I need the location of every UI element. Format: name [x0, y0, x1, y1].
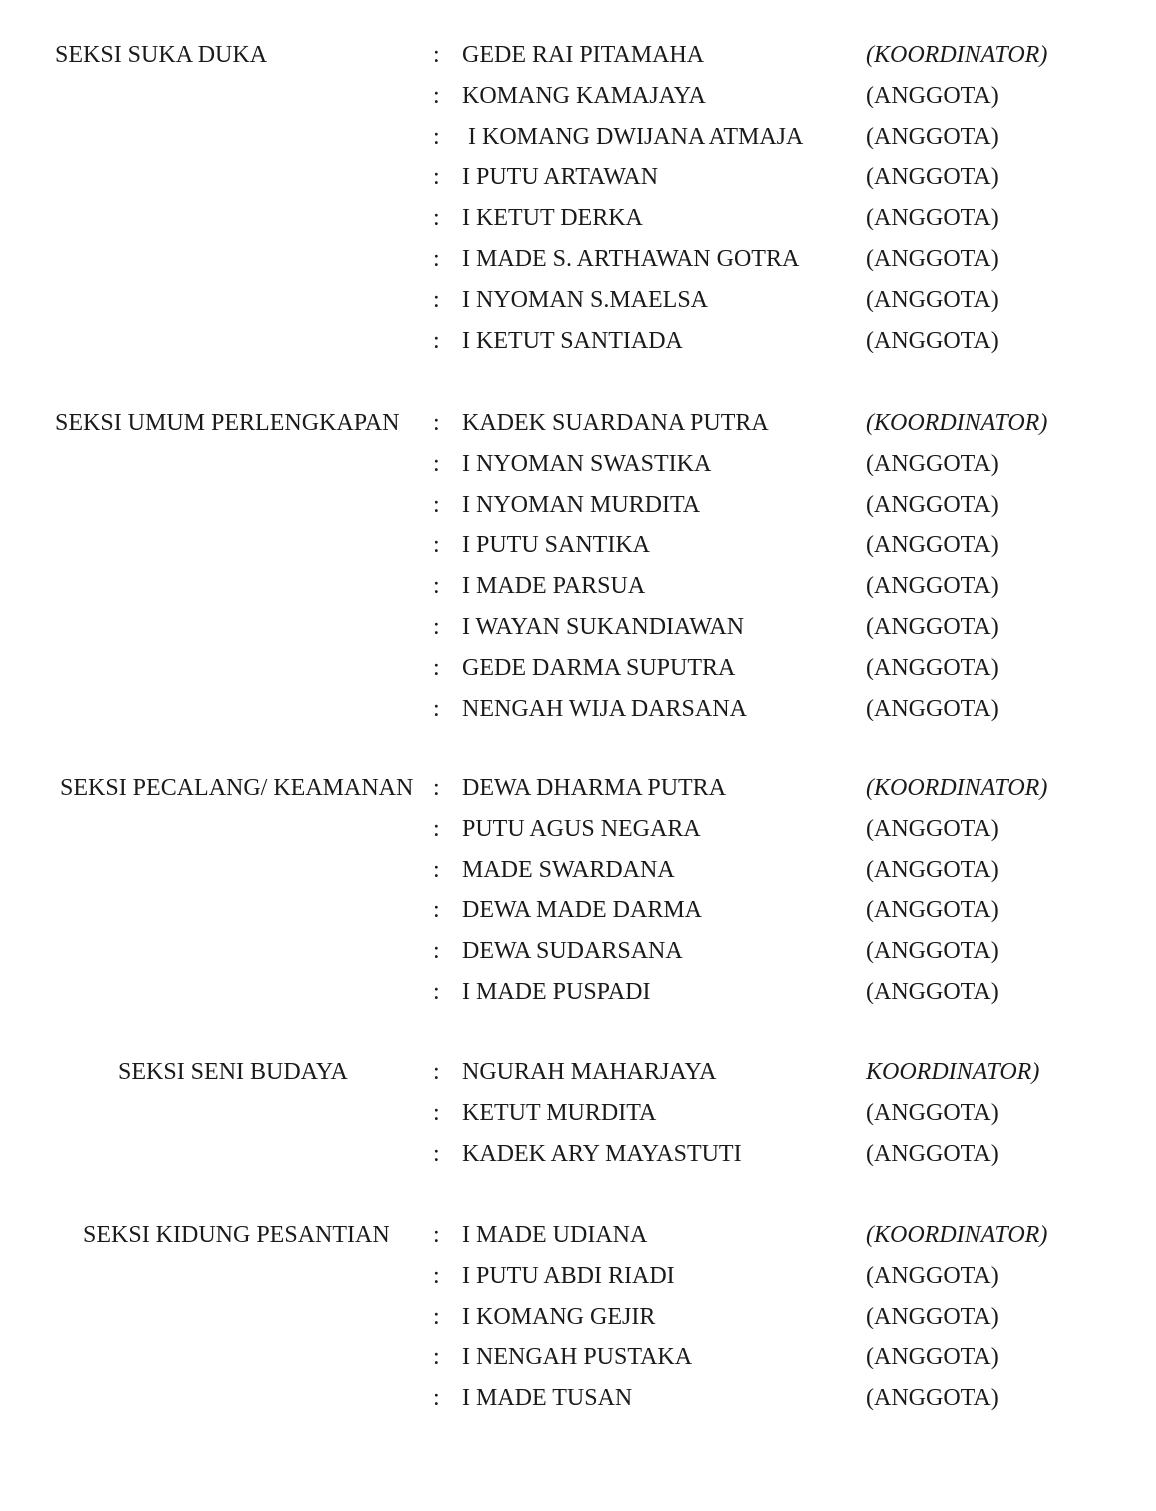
member-name: PUTU AGUS NEGARA [462, 816, 701, 842]
member-row [0, 654, 1156, 682]
separator-colon: : [433, 205, 440, 231]
member-row [0, 286, 1156, 314]
member-name: I NYOMAN MURDITA [462, 492, 701, 518]
member-row [0, 82, 1156, 110]
separator-colon: : [433, 42, 440, 68]
member-name: KOMANG KAMAJAYA [462, 83, 706, 109]
separator-colon: : [433, 1385, 440, 1411]
member-role: (ANGGOTA) [866, 1263, 999, 1289]
member-name: DEWA SUDARSANA [462, 938, 683, 964]
member-role: (ANGGOTA) [866, 938, 999, 964]
member-row [0, 1262, 1156, 1290]
separator-colon: : [433, 1344, 440, 1370]
member-role: (ANGGOTA) [866, 83, 999, 109]
member-role: (ANGGOTA) [866, 451, 999, 477]
member-role: (KOORDINATOR) [866, 1222, 1048, 1248]
separator-colon: : [433, 410, 440, 436]
member-name: I NYOMAN S.MAELSA [462, 287, 709, 313]
separator-colon: : [433, 83, 440, 109]
separator-colon: : [433, 246, 440, 272]
member-row [0, 450, 1156, 478]
member-role: (ANGGOTA) [866, 1344, 999, 1370]
separator-colon: : [433, 451, 440, 477]
member-name: I PUTU SANTIKA [462, 532, 650, 558]
member-row [0, 695, 1156, 723]
member-row [0, 531, 1156, 559]
separator-colon: : [433, 532, 440, 558]
member-row [0, 1343, 1156, 1371]
member-role: (ANGGOTA) [866, 205, 999, 231]
member-role: (KOORDINATOR) [866, 42, 1048, 68]
separator-colon: : [433, 979, 440, 1005]
member-role: (ANGGOTA) [866, 1141, 999, 1167]
member-name: I KETUT DERKA [462, 205, 643, 231]
member-name: KADEK SUARDANA PUTRA [462, 410, 769, 436]
separator-colon: : [433, 1222, 440, 1248]
member-name: KETUT MURDITA [462, 1100, 657, 1126]
member-name: I PUTU ABDI RIADI [462, 1263, 675, 1289]
member-name: DEWA MADE DARMA [462, 897, 702, 923]
member-row [0, 204, 1156, 232]
member-name: I MADE PUSPADI [462, 979, 651, 1005]
separator-colon: : [433, 1263, 440, 1289]
separator-colon: : [433, 164, 440, 190]
member-name: I MADE S. ARTHAWAN GOTRA [462, 246, 800, 272]
member-role: (ANGGOTA) [866, 696, 999, 722]
separator-colon: : [433, 573, 440, 599]
member-name: I MADE UDIANA [462, 1222, 648, 1248]
member-row [0, 937, 1156, 965]
member-row [0, 123, 1156, 151]
separator-colon: : [433, 328, 440, 354]
member-name: I WAYAN SUKANDIAWAN [462, 614, 745, 640]
member-name: GEDE RAI PITAMAHA [462, 42, 705, 68]
member-role: (KOORDINATOR) [866, 775, 1048, 801]
member-row [0, 1099, 1156, 1127]
section-title: SEKSI SUKA DUKA [55, 42, 268, 68]
member-role: (ANGGOTA) [866, 1304, 999, 1330]
member-name: GEDE DARMA SUPUTRA [462, 655, 736, 681]
member-role: (ANGGOTA) [866, 246, 999, 272]
member-row [0, 815, 1156, 843]
separator-colon: : [433, 816, 440, 842]
member-role: (ANGGOTA) [866, 164, 999, 190]
member-name: I KETUT SANTIADA [462, 328, 683, 354]
member-row [0, 41, 1156, 69]
member-row [0, 572, 1156, 600]
member-name: I KOMANG GEJIR [462, 1304, 656, 1330]
member-name: I KOMANG DWIJANA ATMAJA [462, 124, 804, 150]
member-row [0, 1303, 1156, 1331]
member-role: (ANGGOTA) [866, 614, 999, 640]
separator-colon: : [433, 857, 440, 883]
member-row [0, 245, 1156, 273]
member-row [0, 163, 1156, 191]
member-row [0, 1384, 1156, 1412]
member-role: (ANGGOTA) [866, 897, 999, 923]
member-role: (ANGGOTA) [866, 328, 999, 354]
member-name: DEWA DHARMA PUTRA [462, 775, 727, 801]
member-row [0, 491, 1156, 519]
member-role: (ANGGOTA) [866, 532, 999, 558]
section-title: SEKSI UMUM PERLENGKAPAN [55, 410, 400, 436]
separator-colon: : [433, 124, 440, 150]
separator-colon: : [433, 655, 440, 681]
member-row [0, 856, 1156, 884]
section-title: SEKSI KIDUNG PESANTIAN [83, 1222, 390, 1248]
member-role: (ANGGOTA) [866, 979, 999, 1005]
separator-colon: : [433, 1059, 440, 1085]
separator-colon: : [433, 938, 440, 964]
member-role: (ANGGOTA) [866, 857, 999, 883]
separator-colon: : [433, 287, 440, 313]
member-role: KOORDINATOR) [866, 1059, 1040, 1085]
separator-colon: : [433, 696, 440, 722]
member-row [0, 327, 1156, 355]
member-name: KADEK ARY MAYASTUTI [462, 1141, 742, 1167]
section-title: SEKSI PECALANG/ KEAMANAN [60, 775, 414, 801]
member-name: I PUTU ARTAWAN [462, 164, 659, 190]
member-name: I NYOMAN SWASTIKA [462, 451, 712, 477]
member-role: (KOORDINATOR) [866, 410, 1048, 436]
member-role: (ANGGOTA) [866, 1385, 999, 1411]
member-row [0, 409, 1156, 437]
member-row [0, 1221, 1156, 1249]
member-name: NGURAH MAHARJAYA [462, 1059, 717, 1085]
separator-colon: : [433, 897, 440, 923]
separator-colon: : [433, 775, 440, 801]
member-row [0, 774, 1156, 802]
member-role: (ANGGOTA) [866, 816, 999, 842]
separator-colon: : [433, 1304, 440, 1330]
separator-colon: : [433, 1100, 440, 1126]
member-role: (ANGGOTA) [866, 1100, 999, 1126]
member-role: (ANGGOTA) [866, 573, 999, 599]
member-name: NENGAH WIJA DARSANA [462, 696, 747, 722]
member-row [0, 978, 1156, 1006]
member-row [0, 1058, 1156, 1086]
separator-colon: : [433, 492, 440, 518]
member-name: I MADE PARSUA [462, 573, 646, 599]
member-name: I NENGAH PUSTAKA [462, 1344, 693, 1370]
member-name: MADE SWARDANA [462, 857, 675, 883]
member-row [0, 613, 1156, 641]
member-row [0, 896, 1156, 924]
member-name: I MADE TUSAN [462, 1385, 633, 1411]
separator-colon: : [433, 1141, 440, 1167]
member-role: (ANGGOTA) [866, 287, 999, 313]
member-row [0, 1140, 1156, 1168]
member-role: (ANGGOTA) [866, 655, 999, 681]
separator-colon: : [433, 614, 440, 640]
member-role: (ANGGOTA) [866, 124, 999, 150]
member-role: (ANGGOTA) [866, 492, 999, 518]
section-title: SEKSI SENI BUDAYA [118, 1059, 348, 1085]
